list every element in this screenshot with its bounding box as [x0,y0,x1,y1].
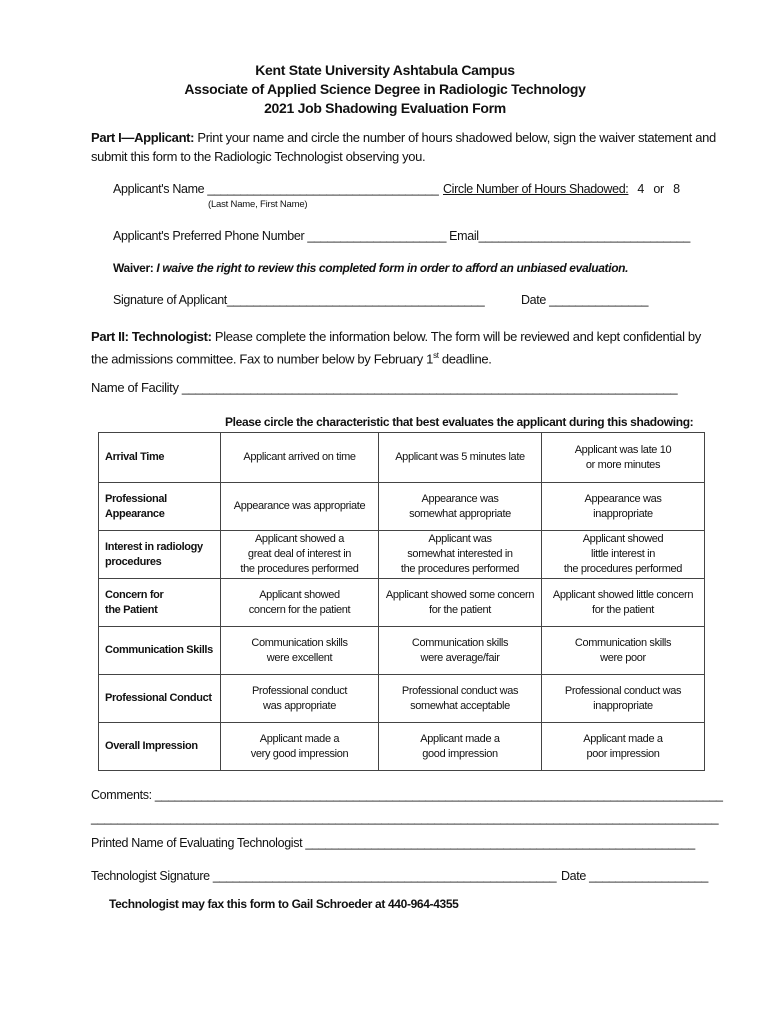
evaluation-option[interactable]: Applicant was somewhat interested in the procedures performed [379,531,542,579]
evaluation-category: Interest in radiology procedures [99,531,221,579]
evaluation-option[interactable]: Applicant showed a great deal of interest in the procedures performed [221,531,379,579]
evaluation-category: Communication Skills [99,627,221,675]
evaluation-category: Arrival Time [99,433,221,483]
form-title: 2021 Job Shadowing Evaluation Form [264,100,506,116]
evaluation-option[interactable]: Applicant showed some concern for the patient [379,579,542,627]
printed-name-field[interactable]: Printed Name of Evaluating Technologist ___________________________________________________________ [91,836,695,850]
evaluation-row [99,531,705,579]
evaluation-category: Professional Conduct [99,675,221,723]
part2-instructions [91,327,713,368]
part2-instructions-text-a: Please complete the information below. The form will be reviewed and kept confidential by the admissions committee. Fax to number below by February 1 [91,329,701,367]
part2-label: Part II: Technologist: [91,329,212,344]
part2-instructions-sup: st [433,351,439,360]
evaluation-option[interactable]: Professional conduct was somewhat acceptable [379,675,542,723]
waiver-text: I waive the right to review this completed form in order to afford an unbiased evaluation. [153,261,629,275]
evaluation-row [99,579,705,627]
form-title-institution: Kent State University Ashtabula Campus [255,62,515,78]
evaluation-row [99,483,705,531]
tech-date-field[interactable]: Date __________________ [561,869,708,883]
comments-field[interactable]: Comments: ______________________________________________________________________________________ [91,788,723,802]
evaluation-category: Concern for the Patient [99,579,221,627]
applicant-name-field[interactable]: Applicant's Name ___________________________________ [113,182,439,196]
evaluation-category: Professional Appearance [99,483,221,531]
applicant-date-field[interactable]: Date _______________ [521,293,649,307]
evaluation-option[interactable]: Applicant made a good impression [379,723,542,771]
evaluation-option[interactable]: Appearance was inappropriate [542,483,705,531]
part1-instructions-text: Print your name and circle the number of hours shadowed below, sign the waiver statement and submit this form to the Radiologic Technologist observing you. [91,130,716,164]
applicant-signature-field[interactable]: Signature of Applicant_______________________________________ [113,293,485,307]
evaluation-option[interactable]: Applicant showed little interest in the procedures performed [542,531,705,579]
evaluation-option[interactable]: Applicant made a poor impression [542,723,705,771]
hours-shadowed-options[interactable]: 4 or 8 [637,182,680,196]
waiver-label: Waiver: [113,261,154,275]
part2-instructions-text-b: deadline. [438,351,492,367]
evaluation-option[interactable]: Applicant arrived on time [221,433,379,483]
evaluation-option[interactable]: Professional conduct was appropriate [221,675,379,723]
evaluation-option[interactable]: Applicant was late 10 or more minutes [542,433,705,483]
hours-shadowed-label: Circle Number of Hours Shadowed: [443,182,629,196]
evaluation-option[interactable]: Applicant was 5 minutes late [379,433,542,483]
evaluation-category: Overall Impression [99,723,221,771]
tech-signature-field[interactable]: Technologist Signature ____________________________________________________ [91,869,557,883]
evaluation-option[interactable]: Applicant showed concern for the patient [221,579,379,627]
phone-email-field[interactable]: Applicant's Preferred Phone Number _____________________ Email________________________________ [113,229,690,243]
evaluation-option[interactable]: Applicant made a very good impression [221,723,379,771]
evaluation-option[interactable]: Communication skills were poor [542,627,705,675]
evaluation-option[interactable]: Appearance was appropriate [221,483,379,531]
evaluation-option[interactable]: Applicant showed little concern for the patient [542,579,705,627]
comments-line-2[interactable]: _______________________________________________________________________________________________ [91,811,719,825]
form-title-program: Associate of Applied Science Degree in Radiologic Technology [184,81,586,97]
evaluation-row [99,675,705,723]
evaluation-option[interactable]: Appearance was somewhat appropriate [379,483,542,531]
evaluation-option[interactable]: Communication skills were excellent [221,627,379,675]
fax-note: Technologist may fax this form to Gail Schroeder at 440-964-4355 [109,897,459,911]
table-caption: Please circle the characteristic that best evaluates the applicant during this shadowing: [225,415,694,429]
applicant-name-hint: (Last Name, First Name) [208,199,308,210]
evaluation-row [99,627,705,675]
evaluation-option[interactable]: Professional conduct was inappropriate [542,675,705,723]
evaluation-table [98,432,705,771]
part1-instructions [91,128,721,166]
evaluation-option[interactable]: Communication skills were average/fair [379,627,542,675]
waiver-statement [113,261,628,275]
evaluation-row [99,433,705,483]
evaluation-row [99,723,705,771]
hours-shadowed-group [443,182,680,196]
part1-label: Part I—Applicant: [91,130,195,145]
facility-name-field[interactable]: Name of Facility ________________________________________________________________________ [91,380,678,395]
